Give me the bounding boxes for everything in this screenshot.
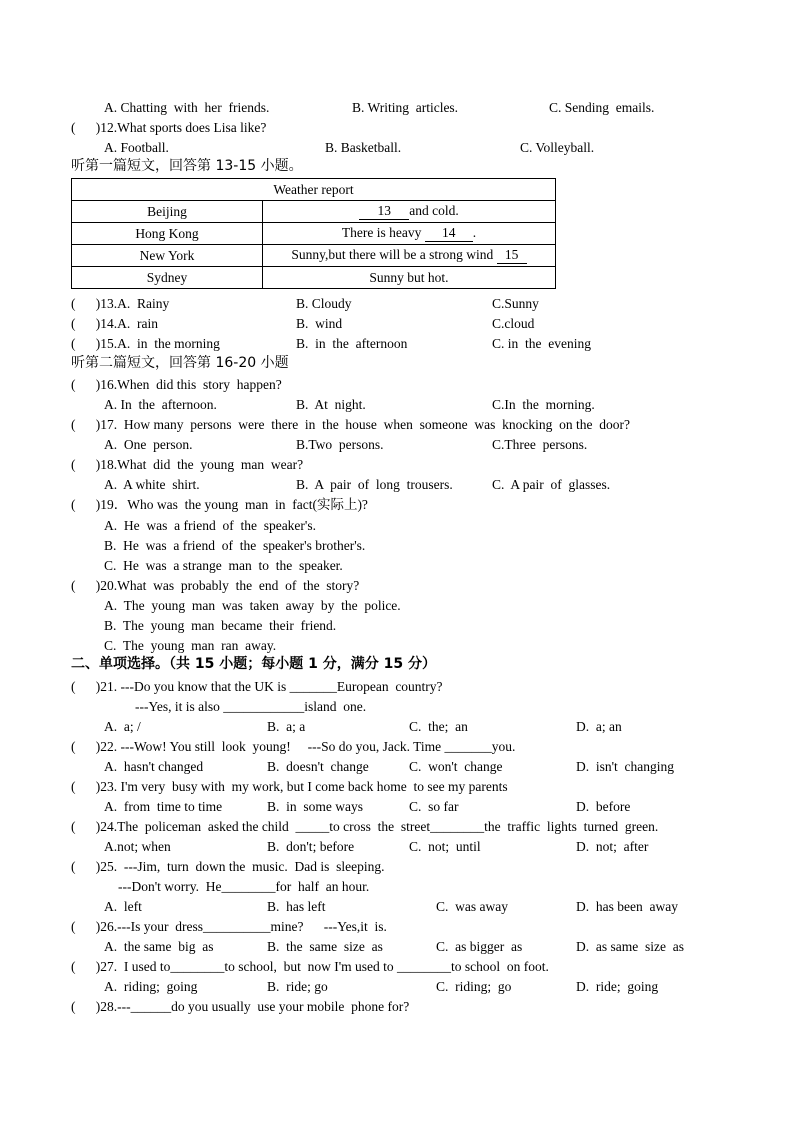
q23-line1: ( )23. I'm very busy with my work, but I come back home to see my parents	[71, 779, 508, 794]
q24-option-b: B. don't; before	[267, 839, 355, 854]
q24-line1: ( )24.The policeman asked the child _____to cross the street________the traffic lights turned green.	[71, 819, 659, 834]
q22-option-a: A. hasn't changed	[104, 759, 204, 774]
q26-option-b: B. the same size as	[267, 939, 383, 954]
q28-line1: ( )28.---______do you usually use your mobile phone for?	[71, 999, 410, 1014]
q16-stem: ( )16.When did this story happen?	[71, 377, 282, 392]
q21-option-b: B. a; a	[267, 719, 306, 734]
weather-city: New York	[72, 245, 263, 267]
q23-option-c: C. so far	[409, 799, 459, 814]
q13-option-c: C.Sunny	[492, 296, 539, 311]
q12-option-c: C. Volleyball.	[520, 140, 595, 155]
q14-option-b: B. wind	[296, 316, 343, 331]
weather-report-table	[71, 178, 556, 289]
q22-option-d: D. isn't changing	[576, 759, 675, 774]
q23-option-a: A. from time to time	[104, 799, 223, 814]
q21-line2: ---Yes, it is also ____________island one.	[135, 699, 367, 714]
q20-option-a: A. The young man was taken away by the police.	[104, 598, 401, 613]
q13-option-b: B. Cloudy	[296, 296, 352, 311]
q24-option-a: A.not; when	[104, 839, 171, 854]
q12-stem: ( )12.What sports does Lisa like?	[71, 120, 267, 135]
q24-option-c: C. not; until	[409, 839, 481, 854]
q25-line2: ---Don't worry. He________for half an hour.	[118, 879, 370, 894]
q22-line1: ( )22. ---Wow! You still look young! ---So do you, Jack. Time _______you.	[71, 739, 516, 754]
q25-line1: ( )25. ---Jim, turn down the music. Dad is sleeping.	[71, 859, 385, 874]
q21-line1: ( )21. ---Do you know that the UK is _______European country?	[71, 679, 443, 694]
q19-option-c: C. He was a strange man to the speaker.	[104, 558, 343, 573]
q19-option-a: A. He was a friend of the speaker's.	[104, 518, 316, 533]
q16-option-c: C.In the morning.	[492, 397, 595, 412]
weather-condition	[263, 201, 556, 223]
q16-option-b: B. At night.	[296, 397, 366, 412]
weather-table-title: Weather report	[72, 179, 556, 201]
weather-city: Hong Kong	[72, 223, 263, 245]
weather-city: Sydney	[72, 267, 263, 289]
q26-option-c: C. as bigger as	[436, 939, 523, 954]
q20-stem: ( )20.What was probably the end of the story?	[71, 578, 360, 593]
q11-option-c: C. Sending emails.	[549, 100, 655, 115]
weather-city: Beijing	[72, 201, 263, 223]
q24-option-d: D. not; after	[576, 839, 649, 854]
q20-option-b: B. The young man became their friend.	[104, 618, 337, 633]
weather-condition	[263, 245, 556, 267]
q17-option-a: A. One person.	[104, 437, 193, 452]
q18-option-b: B. A pair of long trousers.	[296, 477, 453, 492]
q20-option-c: C. The young man ran away.	[104, 638, 277, 653]
q17-stem: ( )17. How many persons were there in the house when someone was knocking on the door?	[71, 417, 630, 432]
blank-13: 13	[359, 203, 409, 220]
blank-14: 14	[425, 225, 473, 242]
q13-stem: ( )13.A. Rainy	[71, 296, 170, 311]
q14-stem: ( )14.A. rain	[71, 316, 158, 331]
passage1-heading: 听第一篇短文，回答第 13-15 小题。	[71, 158, 303, 174]
q27-option-a: A. riding; going	[104, 979, 198, 994]
weather-text: and cold.	[409, 203, 459, 218]
weather-condition	[263, 223, 556, 245]
q14-option-c: C.cloud	[492, 316, 535, 331]
q23-option-b: B. in some ways	[267, 799, 363, 814]
weather-text: Sunny,but there will be a strong wind	[291, 247, 497, 262]
section2-heading: 二、单项选择。（共 15 小题；每小题 1 分，满分 15 分）	[71, 656, 436, 672]
q15-option-b: B. in the afternoon	[296, 336, 408, 351]
q26-option-d: D. as same size as	[576, 939, 684, 954]
q22-option-b: B. doesn't change	[267, 759, 369, 774]
q27-option-d: D. ride; going	[576, 979, 659, 994]
weather-text: There is heavy	[341, 225, 425, 240]
q11-option-a: A. Chatting with her friends.	[104, 100, 270, 115]
q18-option-c: C. A pair of glasses.	[492, 477, 611, 492]
q15-stem: ( )15.A. in the morning	[71, 336, 220, 351]
q15-option-c: C. in the evening	[492, 336, 591, 351]
q22-option-c: C. won't change	[409, 759, 503, 774]
q21-option-d: D. a; an	[576, 719, 622, 734]
q21-option-a: A. a; /	[104, 719, 141, 734]
q19-option-b: B. He was a friend of the speaker's brother's.	[104, 538, 366, 553]
q18-option-a: A. A white shirt.	[104, 477, 200, 492]
q12-option-a: A. Football.	[104, 140, 169, 155]
q17-option-c: C.Three persons.	[492, 437, 588, 452]
q26-option-a: A. the same big as	[104, 939, 214, 954]
q21-option-c: C. the; an	[409, 719, 468, 734]
q23-option-d: D. before	[576, 799, 631, 814]
q16-option-a: A. In the afternoon.	[104, 397, 217, 412]
q27-line1: ( )27. I used to________to school, but now I'm used to ________to school on foot.	[71, 959, 549, 974]
q25-option-c: C. was away	[436, 899, 508, 914]
q26-line1: ( )26.---Is your dress__________mine? ---Yes,it is.	[71, 919, 387, 934]
q25-option-b: B. has left	[267, 899, 326, 914]
q19-stem: ( )19．Who was the young man in fact(实际上)?	[71, 497, 368, 512]
q25-option-d: D. has been away	[576, 899, 678, 914]
weather-condition: Sunny but hot.	[263, 267, 556, 289]
q27-option-b: B. ride; go	[267, 979, 328, 994]
q17-option-b: B.Two persons.	[296, 437, 384, 452]
blank-15: 15	[497, 247, 527, 264]
q25-option-a: A. left	[104, 899, 142, 914]
weather-text: .	[472, 225, 477, 240]
q11-option-b: B. Writing articles.	[352, 100, 459, 115]
q18-stem: ( )18.What did the young man wear?	[71, 457, 304, 472]
q27-option-c: C. riding; go	[436, 979, 512, 994]
q12-option-b: B. Basketball.	[325, 140, 402, 155]
passage2-heading: 听第二篇短文，回答第 16-20 小题	[71, 355, 289, 371]
